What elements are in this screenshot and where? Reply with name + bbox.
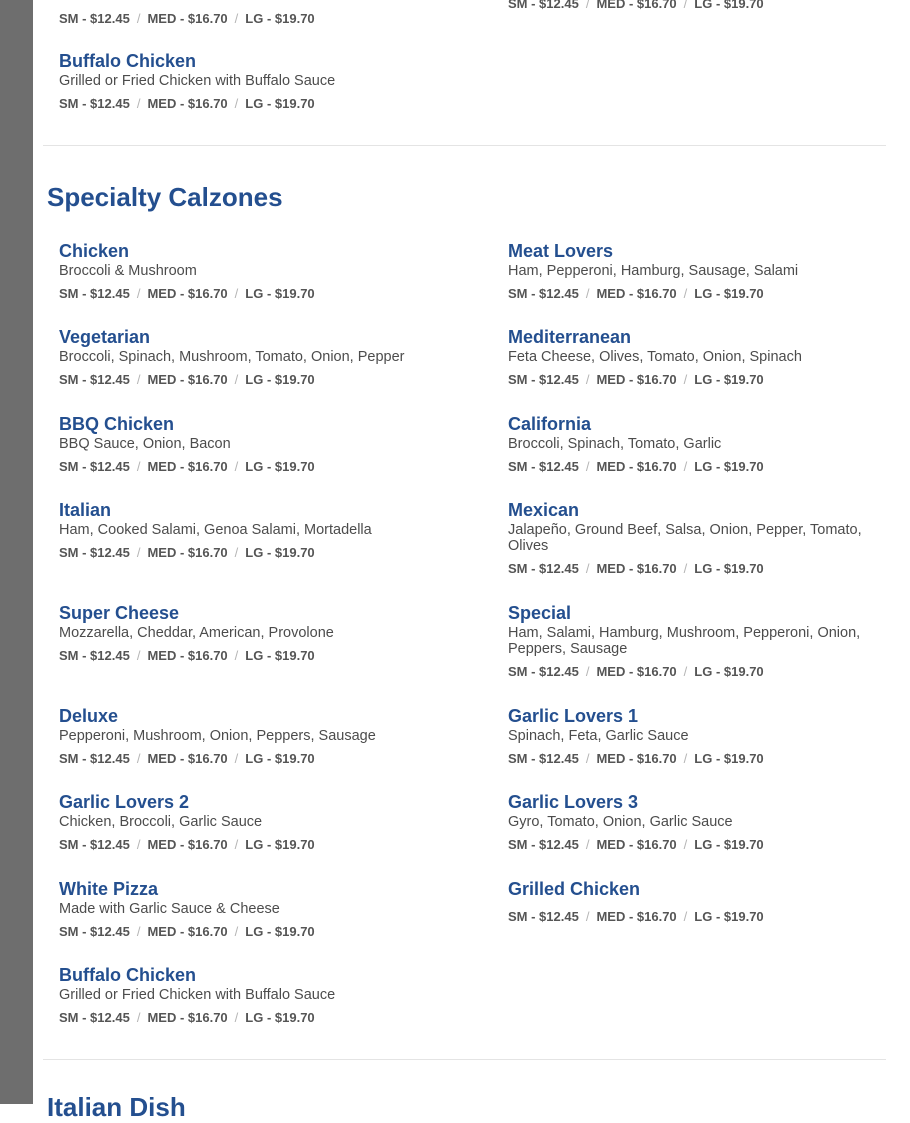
price-separator: / [585,372,590,387]
price-separator: / [234,924,239,939]
item-description: Feta Cheese, Olives, Tomato, Onion, Spinach [508,349,802,365]
price-large: LG - $19.70 [245,545,315,560]
price-large: LG - $19.70 [694,286,764,301]
price-large: LG - $19.70 [694,664,764,679]
price-large: LG - $19.70 [245,924,315,939]
price-large: LG - $19.70 [245,96,315,111]
item-description: Broccoli & Mushroom [59,263,197,279]
item-prices [59,286,429,302]
price-separator: / [585,459,590,474]
item-name: Garlic Lovers 1 [508,706,639,726]
menu-item [59,964,429,1026]
menu-item [508,878,878,925]
price-medium: MED - $16.70 [596,459,677,474]
menu-item [59,705,429,767]
price-medium: MED - $16.70 [147,648,228,663]
price-separator: / [585,837,590,852]
price-medium: MED - $16.70 [596,561,677,576]
menu-item [59,240,429,302]
price-small: SM - $12.45 [59,1010,130,1025]
item-prices [508,0,878,12]
price-medium: MED - $16.70 [147,11,228,26]
item-prices [59,924,429,940]
item-prices [59,751,429,767]
item-prices [508,286,878,302]
item-name: Mexican [508,500,580,520]
price-small: SM - $12.45 [508,909,579,924]
price-small: SM - $12.45 [59,96,130,111]
price-large: LG - $19.70 [245,751,315,766]
left-sidebar-rail [0,0,33,1104]
item-prices [508,909,878,925]
section-title: Specialty Calzones [47,182,283,212]
price-medium: MED - $16.70 [596,664,677,679]
price-large: LG - $19.70 [245,1010,315,1025]
item-prices [508,459,878,475]
item-prices [59,1010,429,1026]
price-medium: MED - $16.70 [147,545,228,560]
price-separator: / [136,751,141,766]
price-medium: MED - $16.70 [596,909,677,924]
item-description: Grilled or Fried Chicken with Buffalo Sauce [59,987,336,1003]
item-description: BBQ Sauce, Onion, Bacon [59,436,231,452]
price-small: SM - $12.45 [508,286,579,301]
section-divider [43,145,886,146]
item-name: Chicken [59,241,130,261]
price-separator: / [683,0,688,11]
price-small: SM - $12.45 [59,837,130,852]
item-description: Ham, Pepperoni, Hamburg, Sausage, Salami [508,263,799,279]
item-name: Mediterranean [508,327,632,347]
price-separator: / [234,837,239,852]
item-name: Garlic Lovers 2 [59,792,190,812]
price-small: SM - $12.45 [59,286,130,301]
price-separator: / [136,459,141,474]
price-large: LG - $19.70 [245,459,315,474]
price-large: LG - $19.70 [245,11,315,26]
price-separator: / [136,545,141,560]
price-separator: / [683,837,688,852]
price-small: SM - $12.45 [59,751,130,766]
menu-item [508,240,878,302]
item-description: Gyro, Tomato, Onion, Garlic Sauce [508,814,733,830]
price-small: SM - $12.45 [59,924,130,939]
price-medium: MED - $16.70 [147,286,228,301]
item-description: Broccoli, Spinach, Mushroom, Tomato, Onion, Pepper [59,349,405,365]
item-prices [59,837,429,853]
menu-item [59,878,429,940]
item-name: BBQ Chicken [59,414,175,434]
menu-item [508,705,878,767]
price-large: LG - $19.70 [245,648,315,663]
menu-item [59,326,429,388]
price-separator: / [585,286,590,301]
item-name: Deluxe [59,706,119,726]
price-separator: / [585,664,590,679]
price-medium: MED - $16.70 [596,751,677,766]
item-name: Vegetarian [59,327,151,347]
price-medium: MED - $16.70 [147,751,228,766]
price-separator: / [136,96,141,111]
menu-item [59,0,429,27]
price-medium: MED - $16.70 [147,372,228,387]
price-small: SM - $12.45 [59,372,130,387]
item-prices [59,11,429,27]
price-large: LG - $19.70 [694,0,764,11]
item-description: Spinach, Feta, Garlic Sauce [508,728,689,744]
price-separator: / [136,924,141,939]
price-large: LG - $19.70 [245,837,315,852]
item-description: Broccoli, Spinach, Tomato, Garlic [508,436,722,452]
price-small: SM - $12.45 [59,648,130,663]
item-description [59,0,429,4]
price-separator: / [234,11,239,26]
item-prices [508,372,878,388]
price-large: LG - $19.70 [694,751,764,766]
menu-item [508,791,878,853]
item-name: Super Cheese [59,603,180,623]
price-large: LG - $19.70 [245,286,315,301]
price-large: LG - $19.70 [694,459,764,474]
price-separator: / [234,545,239,560]
price-separator: / [234,286,239,301]
section-divider [43,1059,886,1060]
menu-item [508,326,878,388]
price-separator: / [683,751,688,766]
price-separator: / [683,372,688,387]
price-separator: / [234,96,239,111]
item-prices [59,96,429,112]
price-medium: MED - $16.70 [596,0,677,11]
price-separator: / [136,11,141,26]
price-large: LG - $19.70 [694,837,764,852]
item-prices [59,372,429,388]
menu-item [508,499,878,577]
price-medium: MED - $16.70 [147,837,228,852]
item-description: Mozzarella, Cheddar, American, Provolone [59,625,334,641]
price-separator: / [683,664,688,679]
price-small: SM - $12.45 [508,837,579,852]
menu-item [508,413,878,475]
price-small: SM - $12.45 [508,459,579,474]
price-small: SM - $12.45 [508,372,579,387]
item-description: Pepperoni, Mushroom, Onion, Peppers, Sausage [59,728,376,744]
item-prices [508,837,878,853]
item-description: Grilled or Fried Chicken with Buffalo Sauce [59,73,336,89]
item-name: Buffalo Chicken [59,965,197,985]
price-medium: MED - $16.70 [596,286,677,301]
item-name: Grilled Chicken [508,879,641,899]
price-large: LG - $19.70 [694,561,764,576]
price-separator: / [683,459,688,474]
menu-item [508,0,878,12]
price-separator: / [683,561,688,576]
menu-item [59,791,429,853]
item-name: Buffalo Chicken [59,51,197,71]
section-title: Italian Dish [47,1092,186,1122]
price-separator: / [136,837,141,852]
price-medium: MED - $16.70 [147,96,228,111]
menu-item [508,602,878,680]
price-medium: MED - $16.70 [596,837,677,852]
item-name: Garlic Lovers 3 [508,792,639,812]
price-small: SM - $12.45 [59,11,130,26]
price-separator: / [136,648,141,663]
price-separator: / [585,751,590,766]
menu-item [59,499,429,561]
price-small: SM - $12.45 [59,545,130,560]
menu-item [59,602,429,664]
item-description: Ham, Salami, Hamburg, Mushroom, Pepperoni, Onion, Peppers, Sausage [508,625,861,657]
price-separator: / [234,1010,239,1025]
price-large: LG - $19.70 [694,372,764,387]
item-prices [508,561,878,577]
item-description: Ham, Cooked Salami, Genoa Salami, Mortadella [59,522,372,538]
price-large: LG - $19.70 [245,372,315,387]
price-small: SM - $12.45 [508,0,579,11]
price-separator: / [683,286,688,301]
item-prices [59,648,429,664]
item-description: Chicken, Broccoli, Garlic Sauce [59,814,263,830]
price-separator: / [136,372,141,387]
item-prices [59,459,429,475]
price-large: LG - $19.70 [694,909,764,924]
item-name: Meat Lovers [508,241,614,261]
item-name: California [508,414,592,434]
price-small: SM - $12.45 [508,561,579,576]
item-prices [59,545,429,561]
price-medium: MED - $16.70 [147,1010,228,1025]
item-description: Jalapeño, Ground Beef, Salsa, Onion, Pepper, Tomato, Olives [508,522,862,554]
price-separator: / [136,286,141,301]
price-medium: MED - $16.70 [147,459,228,474]
price-separator: / [234,648,239,663]
price-separator: / [234,751,239,766]
price-separator: / [585,561,590,576]
menu-item [59,50,429,112]
price-separator: / [585,0,590,11]
menu-content [43,0,886,1122]
menu-item [59,413,429,475]
item-name: Italian [59,500,112,520]
price-small: SM - $12.45 [59,459,130,474]
price-small: SM - $12.45 [508,664,579,679]
item-description: Made with Garlic Sauce & Cheese [59,901,280,917]
price-separator: / [234,459,239,474]
price-separator: / [234,372,239,387]
item-prices [508,664,878,680]
price-separator: / [136,1010,141,1025]
price-separator: / [585,909,590,924]
item-name: Special [508,603,572,623]
item-prices [508,751,878,767]
price-medium: MED - $16.70 [147,924,228,939]
item-name: White Pizza [59,879,159,899]
price-separator: / [683,909,688,924]
price-medium: MED - $16.70 [596,372,677,387]
price-small: SM - $12.45 [508,751,579,766]
